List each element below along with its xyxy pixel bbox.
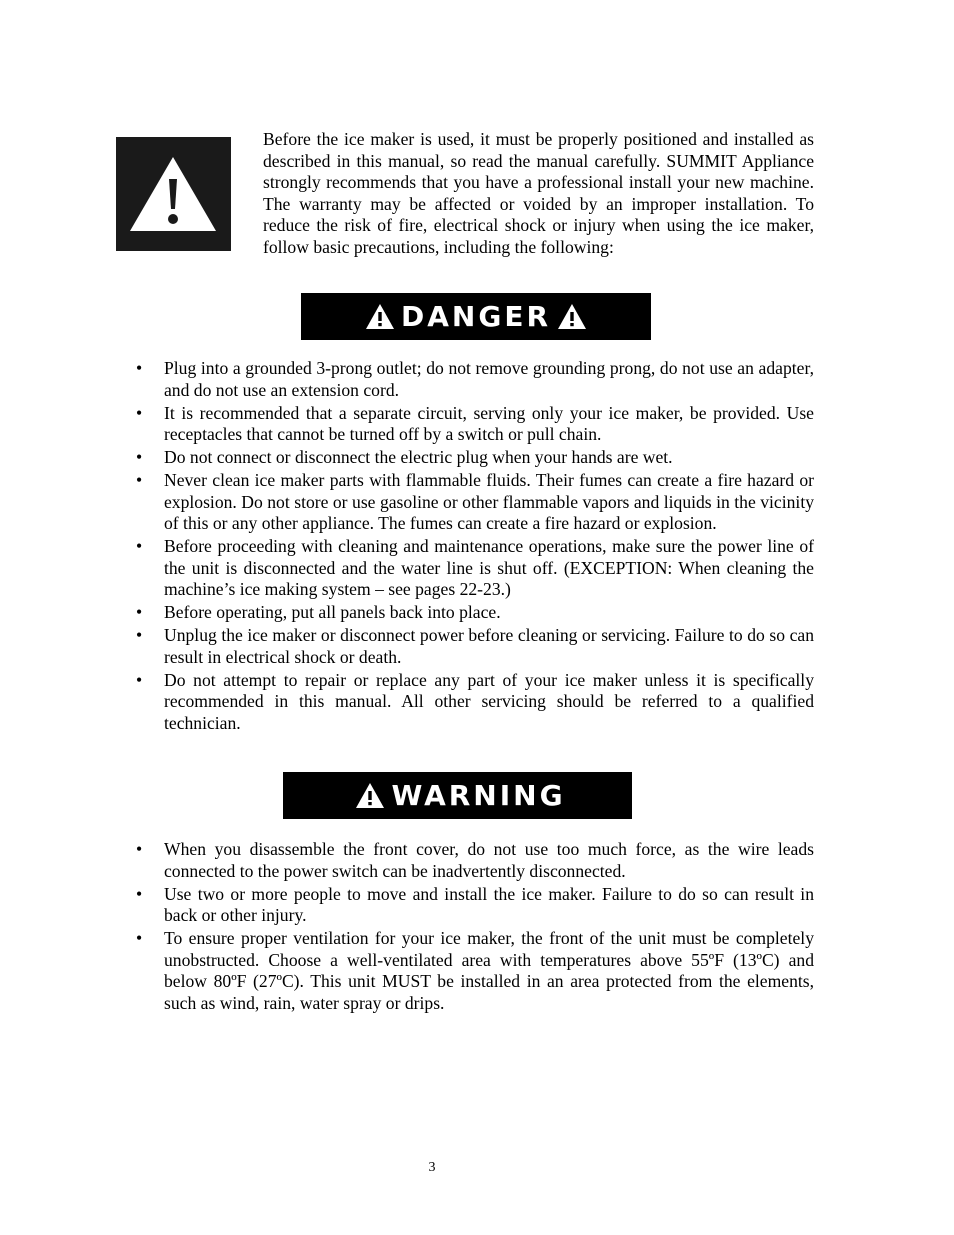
bullet: • xyxy=(136,358,143,378)
list-item: • Use two or more people to move and install the ice maker. Failure to do so can result in back or other injury. xyxy=(136,883,814,925)
bullet: • xyxy=(136,402,143,423)
page-number: 3 xyxy=(428,1160,436,1175)
danger-label: DANGER xyxy=(400,300,551,333)
warning-banner xyxy=(283,772,632,819)
danger-list xyxy=(136,358,814,736)
warning-triangle-icon xyxy=(365,303,395,330)
list-item: • Unplug the ice maker or disconnect power before cleaning or servicing. Failure to do so can result in electrical shock or death. xyxy=(136,625,814,667)
bullet: • xyxy=(136,669,143,690)
warning-triangle-icon xyxy=(557,303,587,330)
exclamation-triangle-icon xyxy=(116,137,231,251)
bullet: • xyxy=(136,470,143,490)
intro-paragraph: Before the ice maker is used, it must be properly positioned and installed as described in this manual, so read the manual carefully. SUMMIT Appliance strongly recommends that you have a professional install your new machine. The warranty may be affected or voided by an improper installation. To reduce the risk of fire, electrical shock or injury when using the ice maker, follow basic precautions, including the following: xyxy=(263,129,814,257)
list-item: • Before proceeding with cleaning and maintenance operations, make sure the power line of the unit is disconnected and the water line is shut off. (EXCEPTION: When cleaning the machine’s ice making system – see pages 22-23.) xyxy=(136,536,814,599)
list-item: • Never clean ice maker parts with flammable fluids. Their fumes can create a fire hazard or explosion. Do not store or use gasoline or other flammable vapors and liquids in the vicinity of this or any other appliance. The fumes can create a fire hazard or explosion. xyxy=(136,470,814,533)
bullet: • xyxy=(136,625,143,645)
bullet: • xyxy=(136,602,143,622)
list-item: • Do not connect or disconnect the electric plug when your hands are wet. xyxy=(136,447,673,467)
list-item: • It is recommended that a separate circuit, serving only your ice maker, be provided. Use receptacles that cannot be turned off by a switch or pull chain. xyxy=(136,402,814,444)
warning-triangle-icon xyxy=(355,782,385,809)
bullet: • xyxy=(136,928,143,948)
list-item: • To ensure proper ventilation for your ice maker, the front of the unit must be completely unobstructed. Choose a well-ventilated area with temperatures above 55ºF (13ºC) and below 80ºF (27ºC). This unit MUST be installed in an area protected from the elements, such as wind, rain, water spray or drips. xyxy=(136,928,814,1013)
list-item: • When you disassemble the front cover, do not use too much force, as the wire leads connected to the power switch can be inadvertently disconnected. xyxy=(136,839,814,881)
bullet: • xyxy=(136,839,143,859)
warning-list xyxy=(136,839,814,1016)
bullet: • xyxy=(136,536,143,556)
bullet: • xyxy=(136,883,143,904)
danger-banner xyxy=(301,293,651,340)
list-item: • Before operating, put all panels back into place. xyxy=(136,602,501,622)
list-item: • Do not attempt to repair or replace any part of your ice maker unless it is specifically recommended in this manual. All other servicing should be referred to a qualified technician. xyxy=(136,669,814,733)
bullet: • xyxy=(136,447,143,467)
warning-label: WARNING xyxy=(391,779,566,812)
list-item: • Plug into a grounded 3-prong outlet; do not remove grounding prong, do not use an adapter, and do not use an extension cord. xyxy=(136,358,814,400)
